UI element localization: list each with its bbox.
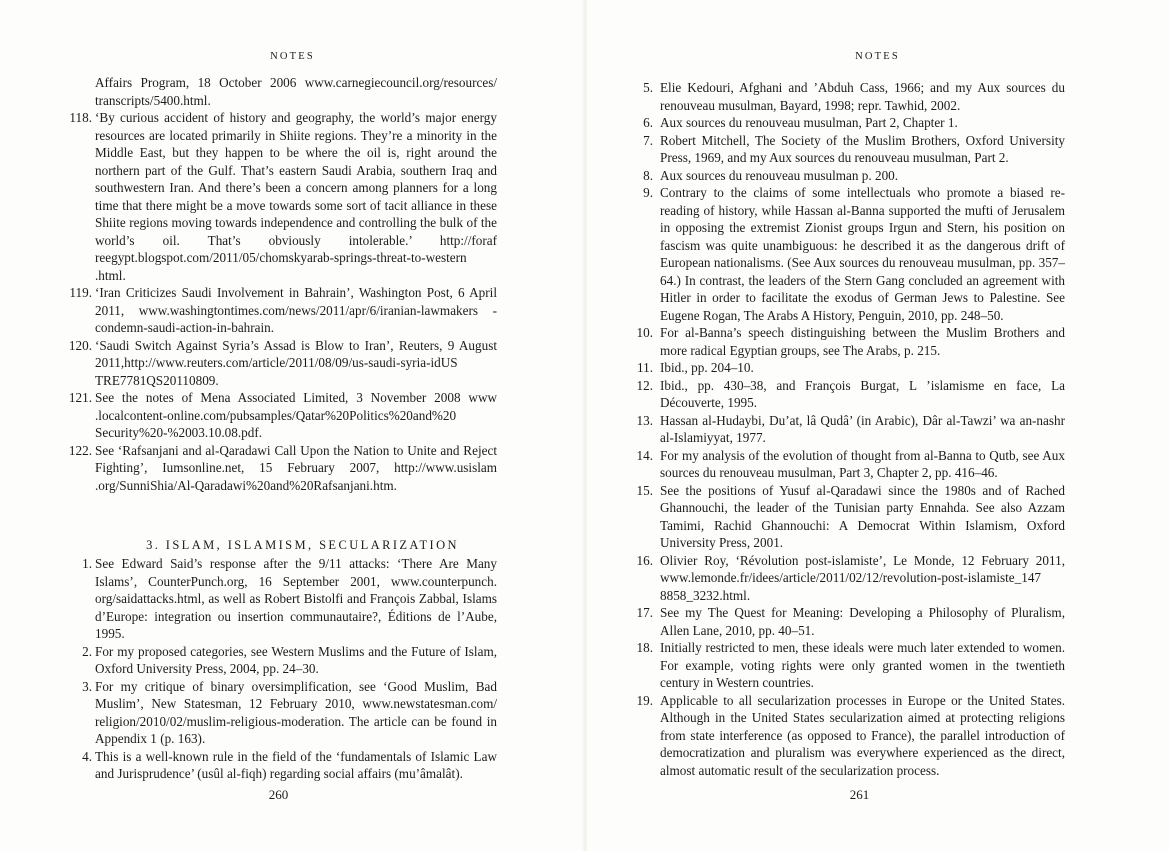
note-text: Aux sources du renouveau musulman p. 200. [660, 167, 899, 183]
note-text: Ibid., pp. 430–38, and François Burgat, L ’islamisme en face, La Découverte, 1995. [660, 377, 1065, 410]
note-item [643, 167, 1065, 185]
note-item [636, 552, 1065, 605]
note-number: 13. [636, 412, 653, 428]
note-text: See the positions of Yusuf al-Qaradawi since the 1980s and of Rached Ghannouchi, the leader of the Tunisian party Ennahda. See also Azzam Tamimi, Rachid Ghannouchi: A Democrat Within Islamism, Oxford University Press, 2001. [660, 482, 1065, 550]
right-page [585, 0, 1170, 851]
notes-list [636, 79, 1065, 779]
note-item [68, 389, 497, 442]
note-number: 16. [636, 552, 653, 568]
note-number: 10. [636, 325, 653, 340]
note-item [636, 447, 1065, 482]
note-item [69, 109, 497, 284]
note-item [636, 692, 1065, 780]
note-item [82, 643, 497, 678]
note-item [637, 359, 1065, 377]
note-item [643, 184, 1065, 324]
note-number: 19. [636, 692, 653, 708]
note-number: 8. [643, 167, 653, 183]
notes-list-chapter-3 [82, 555, 497, 783]
note-text: Hassan al-Hudaybi, Du’at, lâ Qudâ’ (in Arabic), Dâr al-Tawzi’ wa an-nashr al-Islamiyyat, 1977. [660, 412, 1065, 445]
note-text: Contrary to the claims of some intellectuals who promote a biased re-reading of history, while Hassan al-Banna supported the mufti of Jerusalem in opposing the extremist Zionist groups Irgun and Stern, his position on fascism was quite unambiguous: he described it as the dangerous drift of European nationalisms. (See Aux sources du renouveau musulman, pp. 357–64.) In contrast, the leaders of the Stern Gang concluded an agreement with Hitler in order to facilitate the exodus of German Jews to Palestine. See Eugene Rogan, The Arabs A History, Penguin, 2010, pp. 248–50. [660, 185, 1065, 323]
note-number: 122. [68, 442, 92, 458]
note-text: For my critique of binary oversimplification, see ‘Good Muslim, Bad Muslim’, New Statesman, 12 February 2010, www.newstatesman.com/ religion/2010/02/muslim-religious-moderation. The article can be found in Appendix 1 (p. 163). [95, 678, 497, 746]
note-number: 5. [643, 80, 653, 95]
note-text: ‘By curious accident of history and geography, the world’s major energy resources are located primarily in Shiite regions. They’re a minority in the Middle East, but they happen to be where the oil is, right around the northern part of the Gulf. That’s eastern Saudi Arabia, southern Iraq and southwestern Iran. And there’s been a concern among planners for a long time that there might be a move towards some sort of tacit alliance in these Shiite regions moving towards independence and controlling the bulk of the world’s oil. That’s obviously intolerable.’ http://foraf reegypt.blogspot.com/2011/05/chomskyarab-springs-threat-to-western .html. [95, 110, 497, 283]
note-item [636, 324, 1065, 359]
note-number: 6. [643, 115, 653, 130]
note-number: 12. [636, 377, 653, 393]
notes-list-continued [68, 74, 497, 494]
note-item [636, 482, 1065, 552]
note-item [68, 337, 497, 390]
note-text: For my analysis of the evolution of thought from al-Banna to Qutb, see Aux sources du renouveau musulman, Part 3, Chapter 2, pp. 416–46. [660, 447, 1065, 480]
note-text: ‘Saudi Switch Against Syria’s Assad is Blow to Iran’, Reuters, 9 August 2011,http://www.reuters.com/article/2011/08/09/us-saudi-syria-idUS TRE7781QS20110809. [95, 337, 497, 388]
note-number: 17. [636, 605, 653, 620]
note-number: 11. [637, 360, 653, 375]
note-text: ‘Iran Criticizes Saudi Involvement in Bahrain’, Washington Post, 6 April 2011, www.washingtontimes.com/news/2011/apr/6/iranian-lawmakers -condemn-saudi-action-in-bahrain. [95, 285, 497, 335]
note-number: 119. [69, 285, 92, 300]
section-title [0, 538, 585, 553]
note-number: 1. [82, 556, 92, 571]
running-header: NOTES [855, 51, 900, 62]
note-item [69, 284, 497, 337]
note-item [95, 74, 497, 109]
page-number: 260 [268, 787, 289, 802]
note-number: 7. [643, 132, 653, 148]
note-text: Robert Mitchell, The Society of the Muslim Brothers, Oxford University Press, 1969, and my Aux sources du renouveau musulman, Part 2. [660, 132, 1065, 165]
note-text: Olivier Roy, ‘Révolution post-islamiste’, Le Monde, 12 February 2011, www.lemonde.fr/idees/article/2011/02/12/revolution-post-islamiste_147 8858_3232.html. [660, 552, 1065, 603]
note-text: Ibid., pp. 204–10. [660, 360, 754, 375]
note-number: 4. [82, 748, 92, 764]
note-number: 2. [82, 643, 92, 659]
note-text: Applicable to all secularization processes in Europe or the United States. Although in the United States secularization aimed at protecting religions from state interference (as opposed to France), the parallel introduction of democratization and pluralism was everywhere experienced as the direct, almost automatic result of the secularization process. [660, 692, 1065, 778]
note-item [82, 678, 497, 748]
note-item [636, 604, 1065, 639]
note-text: This is a well-known rule in the field of the ‘fundamentals of Islamic Law and Jurisprudence’ (usûl al-fiqh) regarding social affairs (mu’âmalât). [95, 748, 497, 781]
note-text: Aux sources du renouveau musulman, Part 2, Chapter 1. [660, 115, 958, 130]
note-number: 18. [636, 640, 653, 655]
note-item [643, 132, 1065, 167]
section-title-text: 3. ISLAM, ISLAMISM, SECULARIZATION [146, 538, 459, 552]
note-number: 118. [69, 110, 92, 125]
note-item [82, 555, 497, 643]
note-text: See my The Quest for Meaning: Developing a Philosophy of Pluralism, Allen Lane, 2010, pp. 40–51. [660, 605, 1065, 638]
note-text: For al-Banna’s speech distinguishing between the Muslim Brothers and more radical Egyptian groups, see The Arabs, p. 215. [660, 325, 1065, 358]
note-number: 14. [636, 447, 653, 463]
note-item [68, 442, 497, 495]
note-number: 9. [643, 185, 653, 200]
note-number: 120. [68, 337, 92, 353]
note-text: For my proposed categories, see Western Muslims and the Future of Islam, Oxford University Press, 2004, pp. 24–30. [95, 643, 497, 676]
running-header: NOTES [270, 51, 315, 62]
note-text: Affairs Program, 18 October 2006 www.carnegiecouncil.org/resources/ transcripts/5400.html. [95, 75, 497, 108]
note-text: See Edward Said’s response after the 9/11 attacks: ‘There Are Many Islams’, CounterPunch.org, 16 September 2001, www.counterpunch. org/saidattacks.html, as well as Robert Bistolfi and François Zabbal, Islams d’Europe: integration ou insertion communautaire?, Éditions de l’Aube, 1995. [95, 556, 497, 641]
note-item [636, 639, 1065, 692]
note-text: Elie Kedouri, Afghani and ’Abduh Cass, 1966; and my Aux sources du renouveau musulman, Bayard, 1998; repr. Tawhid, 2002. [660, 80, 1065, 113]
note-item [643, 79, 1065, 114]
note-number: 15. [636, 482, 653, 498]
note-item [643, 114, 1065, 132]
note-number: 121. [68, 390, 92, 405]
note-text: See ‘Rafsanjani and al-Qaradawi Call Upon the Nation to Unite and Reject Fighting’, Iumsonline.net, 15 February 2007, http://www.usislam .org/SunniShia/Al-Qaradawi%20and%20Rafsanjani.htm. [95, 442, 497, 493]
note-item [636, 377, 1065, 412]
note-item [636, 412, 1065, 447]
note-item [82, 748, 497, 783]
note-number: 3. [82, 678, 92, 694]
note-text: Initially restricted to men, these ideals were much later extended to women. For example, voting rights were only granted women in the twentieth century in Western countries. [660, 640, 1065, 690]
note-text: See the notes of Mena Associated Limited, 3 November 2008 www .localcontent-online.com/pubsamples/Qatar%20Politics%20and%20 Security%20-%2003.10.08.pdf. [95, 390, 497, 440]
page-number: 261 [849, 787, 870, 802]
